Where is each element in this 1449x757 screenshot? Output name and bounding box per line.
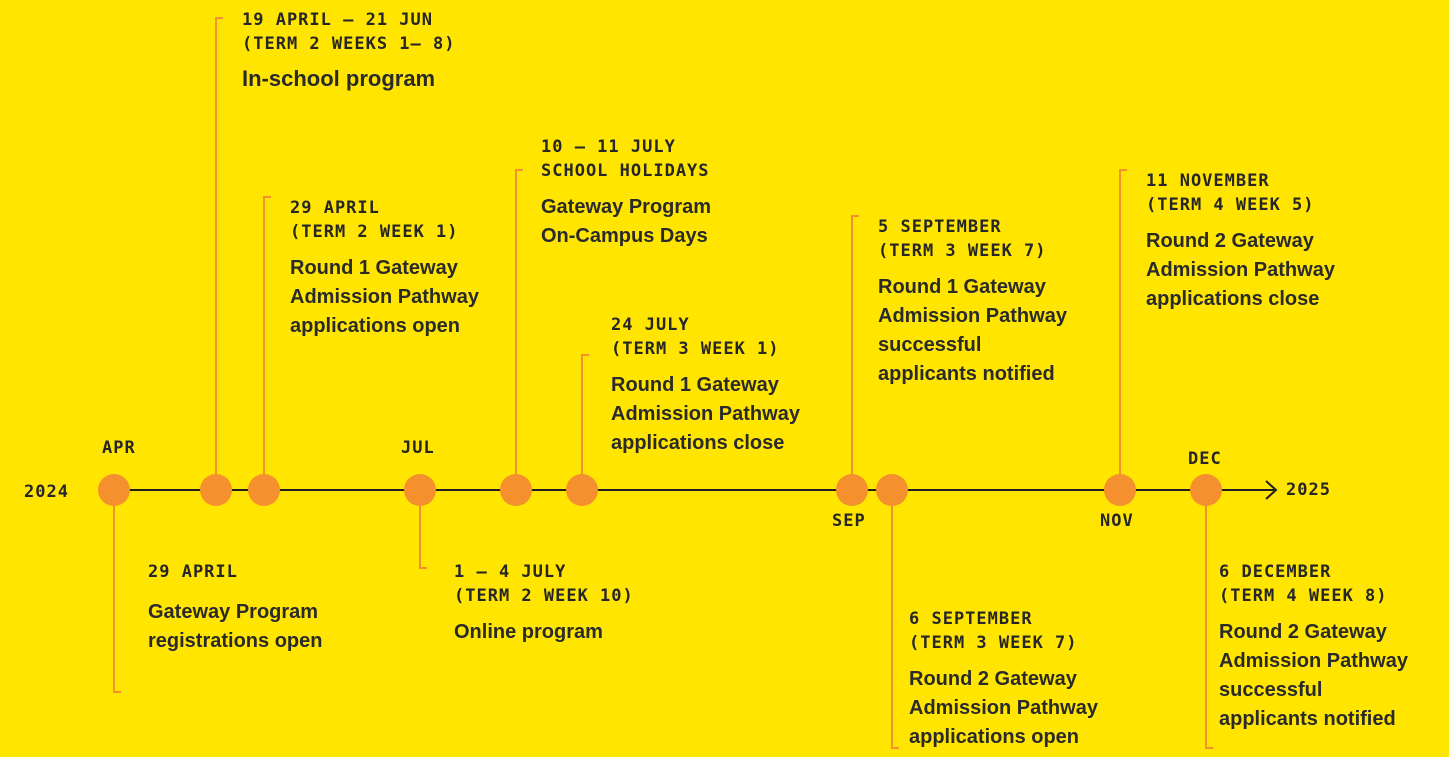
event-title-line: Admission Pathway (611, 403, 800, 425)
event-date: 29 APRIL (148, 562, 238, 582)
month-label-nov: NOV (1100, 511, 1134, 531)
timeline-dot-online (404, 474, 436, 506)
timeline-dot-r1-notified (836, 474, 868, 506)
month-label-apr: APR (102, 438, 136, 458)
event-title-line: registrations open (148, 630, 323, 652)
event-term: SCHOOL HOLIDAYS (541, 161, 710, 181)
event-title (148, 598, 322, 656)
start-year-label: 2024 (24, 482, 69, 502)
event-on-campus (541, 135, 711, 251)
event-title-line: On-Campus Days (541, 225, 708, 247)
event-title-line: applications close (1146, 288, 1320, 310)
event-date: 6 DECEMBER (1219, 562, 1332, 582)
event-title-line: successful (878, 334, 982, 356)
connector-tick (1119, 169, 1127, 171)
event-title-line: Round 2 Gateway (909, 668, 1077, 690)
event-title-line: applicants notified (1219, 708, 1396, 730)
event-term: (TERM 2 WEEK 1) (290, 222, 459, 242)
connector-r1-notified (851, 216, 853, 490)
event-term: (TERM 4 WEEK 8) (1219, 586, 1388, 606)
event-title-line: Admission Pathway (290, 286, 479, 308)
timeline-dot-start (98, 474, 130, 506)
event-title (878, 273, 1067, 389)
event-r1-notified (878, 215, 1067, 389)
end-year-label: 2025 (1286, 480, 1331, 500)
event-date: 5 SEPTEMBER (878, 217, 1002, 237)
timeline-dot-r1-open (248, 474, 280, 506)
connector-registrations (113, 490, 115, 693)
event-date: 11 NOVEMBER (1146, 171, 1270, 191)
connector-in-school (215, 18, 217, 490)
event-online (454, 560, 634, 647)
timeline-dot-r2-notified (1190, 474, 1222, 506)
event-title-line: Admission Pathway (909, 697, 1098, 719)
event-title-line: Round 2 Gateway (1146, 230, 1314, 252)
event-title (290, 254, 479, 341)
connector-tick (581, 354, 589, 356)
event-r2-close (1146, 169, 1335, 314)
event-title-line: Gateway Program (148, 601, 319, 623)
connector-tick (891, 747, 899, 749)
connector-tick (419, 567, 427, 569)
connector-tick (215, 17, 223, 19)
connector-r2-notified (1205, 490, 1207, 749)
event-r2-open (909, 607, 1098, 752)
event-title-line: applicants notified (878, 363, 1055, 385)
event-term: (TERM 4 WEEK 5) (1146, 195, 1315, 215)
month-label-sep: SEP (832, 511, 866, 531)
event-title-line: Admission Pathway (878, 305, 1067, 327)
timeline-dot-r2-close (1104, 474, 1136, 506)
timeline-dot-r1-close (566, 474, 598, 506)
event-title-line: Round 2 Gateway (1219, 621, 1387, 643)
connector-r2-close (1119, 170, 1121, 490)
event-title (909, 665, 1098, 752)
connector-tick (263, 196, 271, 198)
connector-tick (851, 215, 859, 217)
event-r1-open (290, 196, 479, 341)
event-date: 10 – 11 JULY (541, 137, 676, 157)
connector-r2-open (891, 490, 893, 749)
event-title-line: applications close (611, 432, 785, 454)
event-date: 19 APRIL – 21 JUN (242, 10, 433, 30)
event-term: (TERM 2 WEEKS 1– 8) (242, 34, 456, 54)
timeline-dot-in-school (200, 474, 232, 506)
event-title-line: Admission Pathway (1219, 650, 1408, 672)
event-title: In-school program (242, 66, 436, 91)
event-title-line: successful (1219, 679, 1323, 701)
timeline-axis (114, 489, 1274, 491)
event-title (611, 371, 800, 458)
event-title (1219, 618, 1408, 734)
event-r2-notified (1219, 560, 1408, 734)
event-date: 6 SEPTEMBER (909, 609, 1033, 629)
event-date: 1 – 4 JULY (454, 562, 567, 582)
event-title-line: Round 1 Gateway (611, 374, 779, 396)
timeline-dot-r2-open (876, 474, 908, 506)
event-title (541, 193, 711, 251)
event-title (1146, 227, 1335, 314)
month-label-dec: DEC (1188, 449, 1222, 469)
event-term: (TERM 3 WEEK 7) (909, 633, 1078, 653)
event-in-school (242, 8, 455, 93)
event-term: (TERM 2 WEEK 10) (454, 586, 634, 606)
arrow-right-icon (1258, 478, 1282, 502)
event-title-line: applications open (909, 726, 1080, 748)
event-title-line: Round 1 Gateway (878, 276, 1046, 298)
connector-tick (515, 169, 523, 171)
event-title-line: Admission Pathway (1146, 259, 1335, 281)
event-title-line: Gateway Program (541, 196, 712, 218)
event-date: 24 JULY (611, 315, 690, 335)
connector-tick (1205, 747, 1213, 749)
event-title-line: applications open (290, 315, 461, 337)
event-title: Online program (454, 621, 603, 643)
connector-r1-open (263, 197, 265, 490)
month-label-jul: JUL (401, 438, 435, 458)
event-term: (TERM 3 WEEK 7) (878, 241, 1047, 261)
event-r1-close (611, 313, 800, 458)
timeline-dot-on-campus (500, 474, 532, 506)
connector-r1-close (581, 355, 583, 490)
event-registrations (148, 560, 322, 656)
event-date: 29 APRIL (290, 198, 380, 218)
connector-tick (113, 691, 121, 693)
event-term: (TERM 3 WEEK 1) (611, 339, 780, 359)
event-title-line: Round 1 Gateway (290, 257, 458, 279)
connector-on-campus (515, 170, 517, 490)
